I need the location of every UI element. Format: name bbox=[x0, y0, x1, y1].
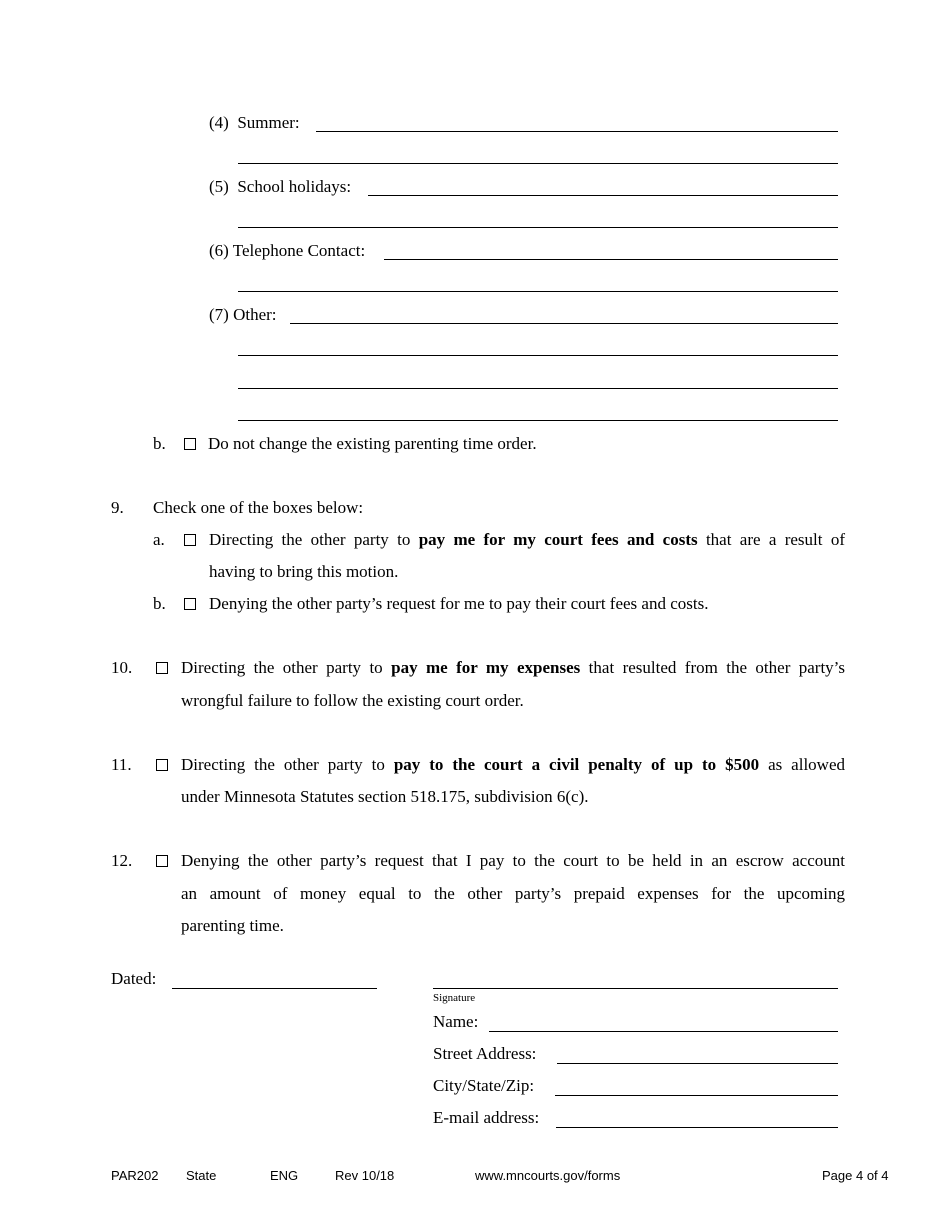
other-field-line-3[interactable] bbox=[238, 388, 838, 389]
city-state-zip-label: City/State/Zip: bbox=[433, 1076, 535, 1095]
item-10-number: 10. bbox=[111, 658, 133, 677]
item-12-text-line-2: an amount of money equal to the other party’s prepaid expenses for the upcoming bbox=[181, 884, 845, 903]
item-12-text-line-3: parenting time. bbox=[181, 916, 284, 935]
item-9-intro: Check one of the boxes below: bbox=[153, 498, 364, 517]
item-9b-text: Denying the other party’s request for me to pay their court fees and costs. bbox=[209, 594, 709, 613]
item-10-checkbox[interactable] bbox=[156, 662, 168, 674]
street-address-label: Street Address: bbox=[433, 1044, 537, 1063]
other-field-line-4[interactable] bbox=[238, 420, 838, 421]
signature-field[interactable] bbox=[433, 988, 838, 989]
item-8b-checkbox[interactable] bbox=[184, 438, 196, 450]
item-12-number: 12. bbox=[111, 851, 133, 870]
item-9a-checkbox[interactable] bbox=[184, 534, 196, 546]
item-8b-text: Do not change the existing parenting time order. bbox=[208, 434, 537, 453]
item-12-text-line-1: Denying the other party’s request that I pay to the court to be held in an escrow account bbox=[181, 851, 845, 870]
telephone-contact-field[interactable] bbox=[384, 239, 838, 260]
footer-revision: Rev 10/18 bbox=[335, 1168, 395, 1183]
summer-field[interactable] bbox=[316, 111, 838, 132]
item-12-checkbox[interactable] bbox=[156, 855, 168, 867]
item-9a-letter: a. bbox=[153, 530, 165, 549]
item-8b-letter: b. bbox=[153, 434, 166, 453]
city-state-zip-field[interactable] bbox=[555, 1095, 838, 1096]
item-9a-text-line-2: having to bring this motion. bbox=[209, 562, 399, 581]
item-11-text: Directing the other party to pay to the court a civil penalty of up to $500 as allowed bbox=[181, 755, 845, 774]
item-10-text: Directing the other party to pay me for my expenses that resulted from the other party’s bbox=[181, 658, 846, 677]
signature-caption: Signature bbox=[433, 992, 476, 1004]
item-9b-letter: b. bbox=[153, 594, 166, 613]
footer-state: State bbox=[186, 1168, 217, 1183]
school-holidays-field-line-2[interactable] bbox=[238, 227, 838, 228]
item-9b-checkbox[interactable] bbox=[184, 598, 196, 610]
dated-field[interactable] bbox=[172, 988, 377, 989]
footer-form-id: PAR202 bbox=[111, 1168, 159, 1183]
item-11-text-line-2: under Minnesota Statutes section 518.175, subdivision 6(c). bbox=[181, 787, 589, 806]
email-address-label: E-mail address: bbox=[433, 1108, 540, 1127]
other-item: (7) Other: bbox=[209, 305, 277, 324]
other-field-line-2[interactable] bbox=[238, 355, 838, 356]
school-holidays-item: (5) School holidays: bbox=[209, 177, 352, 196]
item-9-number: 9. bbox=[111, 498, 124, 517]
telephone-contact-item: (6) Telephone Contact: bbox=[209, 241, 366, 260]
other-field[interactable] bbox=[290, 303, 838, 324]
name-field[interactable] bbox=[489, 1031, 838, 1032]
item-10-text-line-2: wrongful failure to follow the existing court order. bbox=[181, 691, 524, 710]
name-label: Name: bbox=[433, 1012, 479, 1031]
email-address-field[interactable] bbox=[556, 1127, 838, 1128]
item-11-checkbox[interactable] bbox=[156, 759, 168, 771]
footer-page-number: Page 4 of 4 bbox=[822, 1168, 889, 1183]
telephone-contact-field-line-2[interactable] bbox=[238, 291, 838, 292]
street-address-field[interactable] bbox=[557, 1063, 838, 1064]
footer-url[interactable]: www.mncourts.gov/forms bbox=[475, 1168, 621, 1183]
item-11-number: 11. bbox=[111, 755, 132, 774]
item-9a-text: Directing the other party to pay me for my court fees and costs that are a result of bbox=[209, 530, 845, 549]
footer-language: ENG bbox=[270, 1168, 299, 1183]
summer-item: (4) Summer: bbox=[209, 113, 300, 132]
summer-field-line-2[interactable] bbox=[238, 163, 838, 164]
school-holidays-field[interactable] bbox=[368, 175, 838, 196]
dated-label: Dated: bbox=[111, 969, 157, 988]
